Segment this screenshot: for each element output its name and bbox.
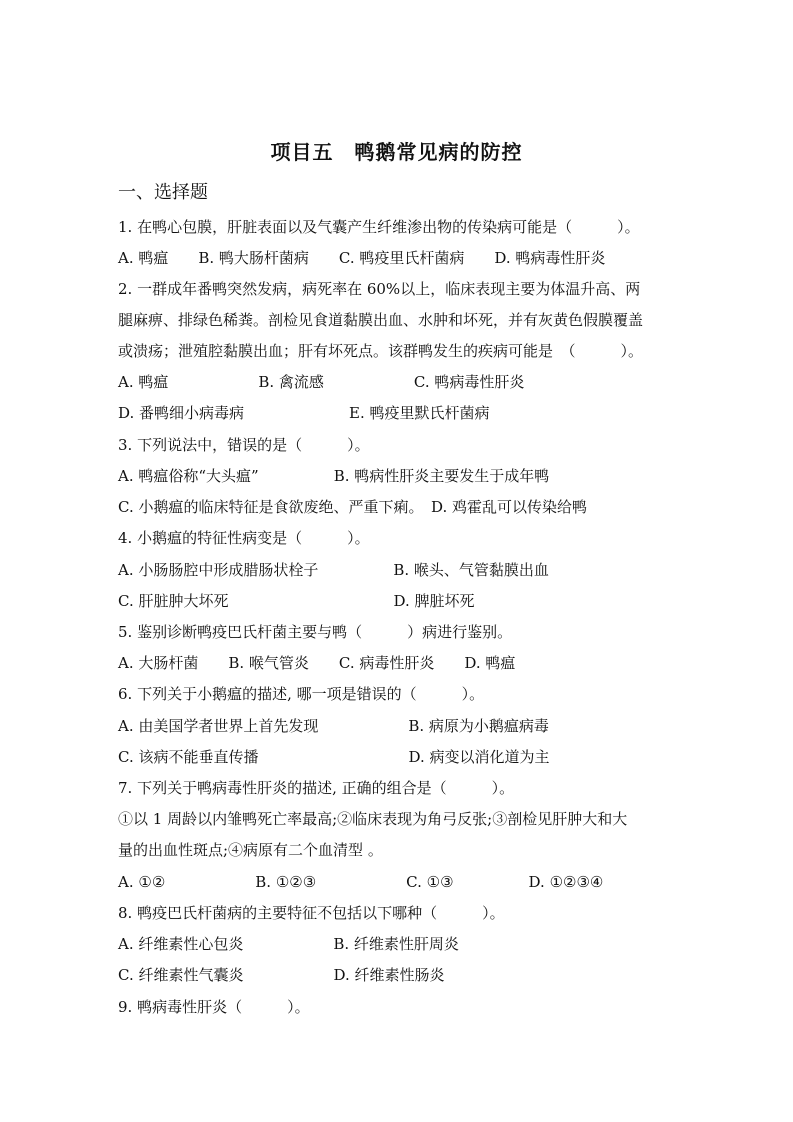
question-6: 6. 下列关于小鹅瘟的描述, 哪一项是错误的（ ）。 bbox=[118, 685, 485, 703]
question-9: 9. 鸭病毒性肝炎（ ）。 bbox=[118, 998, 310, 1016]
question-7-options: A. ①② B. ①②③ C. ①③ D. ①②③④ bbox=[118, 873, 604, 891]
question-8-options-row-1: A. 纤维素性心包炎 B. 纤维素性肝周炎 bbox=[118, 935, 459, 953]
question-4: 4. 小鹅瘟的特征性病变是（ ）。 bbox=[118, 529, 370, 547]
question-5: 5. 鉴别诊断鸭疫巴氏杆菌主要与鸭（ ）病进行鉴别。 bbox=[118, 623, 513, 641]
question-5-options: A. 大肠杆菌 B. 喉气管炎 C. 病毒性肝炎 D. 鸭瘟 bbox=[118, 654, 516, 672]
question-7-statements-line-1: ①以 1 周龄以内雏鸭死亡率最高;②临床表现为角弓反张;③剖检见肝肿大和大 bbox=[118, 810, 628, 828]
page-title: 项目五 鸭鹅常见病的防控 bbox=[270, 140, 523, 164]
question-3-options-row-2: C. 小鹅瘟的临床特征是食欲废绝、严重下痢。 D. 鸡霍乱可以传染给鸭 bbox=[118, 498, 588, 516]
question-1-options: A. 鸭瘟 B. 鸭大肠杆菌病 C. 鸭疫里氏杆菌病 D. 鸭病毒性肝炎 bbox=[118, 249, 606, 267]
question-2-line-3: 或溃疡；泄殖腔黏膜出血；肝有坏死点。该群鸭发生的疾病可能是 （ ）。 bbox=[118, 342, 644, 360]
question-6-options-row-1: A. 由美国学者世界上首先发现 B. 病原为小鹅瘟病毒 bbox=[118, 717, 549, 735]
question-8: 8. 鸭疫巴氏杆菌病的主要特征不包括以下哪种（ ）。 bbox=[118, 904, 505, 922]
question-2-line-2: 腿麻痹、排绿色稀粪。剖检见食道黏膜出血、水肿和坏死，并有灰黄色假膜覆盖 bbox=[118, 311, 644, 329]
question-2-options-row-1: A. 鸭瘟 B. 禽流感 C. 鸭病毒性肝炎 bbox=[118, 373, 525, 391]
question-7-statements-line-2: 量的出血性斑点;④病原有二个血清型 。 bbox=[118, 841, 383, 859]
question-4-options-row-2: C. 肝脏肿大坏死 D. 脾脏坏死 bbox=[118, 592, 475, 610]
section-heading: 一、选择题 bbox=[118, 182, 208, 203]
question-3: 3. 下列说法中，错误的是（ ）。 bbox=[118, 436, 370, 454]
question-2-line-1: 2. 一群成年番鸭突然发病，病死率在 60%以上，临床表现主要为体温升高、两 bbox=[118, 280, 641, 298]
question-1: 1. 在鸭心包膜，肝脏表面以及气囊产生纤维渗出物的传染病可能是（ ）。 bbox=[118, 218, 640, 236]
question-6-options-row-2: C. 该病不能垂直传播 D. 病变以消化道为主 bbox=[118, 748, 550, 766]
question-7: 7. 下列关于鸭病毒性肝炎的描述, 正确的组合是（ ）。 bbox=[118, 779, 515, 797]
question-8-options-row-2: C. 纤维素性气囊炎 D. 纤维素性肠炎 bbox=[118, 966, 445, 984]
question-2-options-row-2: D. 番鸭细小病毒病 E. 鸭疫里默氏杆菌病 bbox=[118, 404, 490, 422]
question-4-options-row-1: A. 小肠肠腔中形成腊肠状栓子 B. 喉头、气管黏膜出血 bbox=[118, 561, 549, 579]
question-3-options-row-1: A. 鸭瘟俗称“大头瘟” B. 鸭病性肝炎主要发生于成年鸭 bbox=[118, 467, 550, 485]
